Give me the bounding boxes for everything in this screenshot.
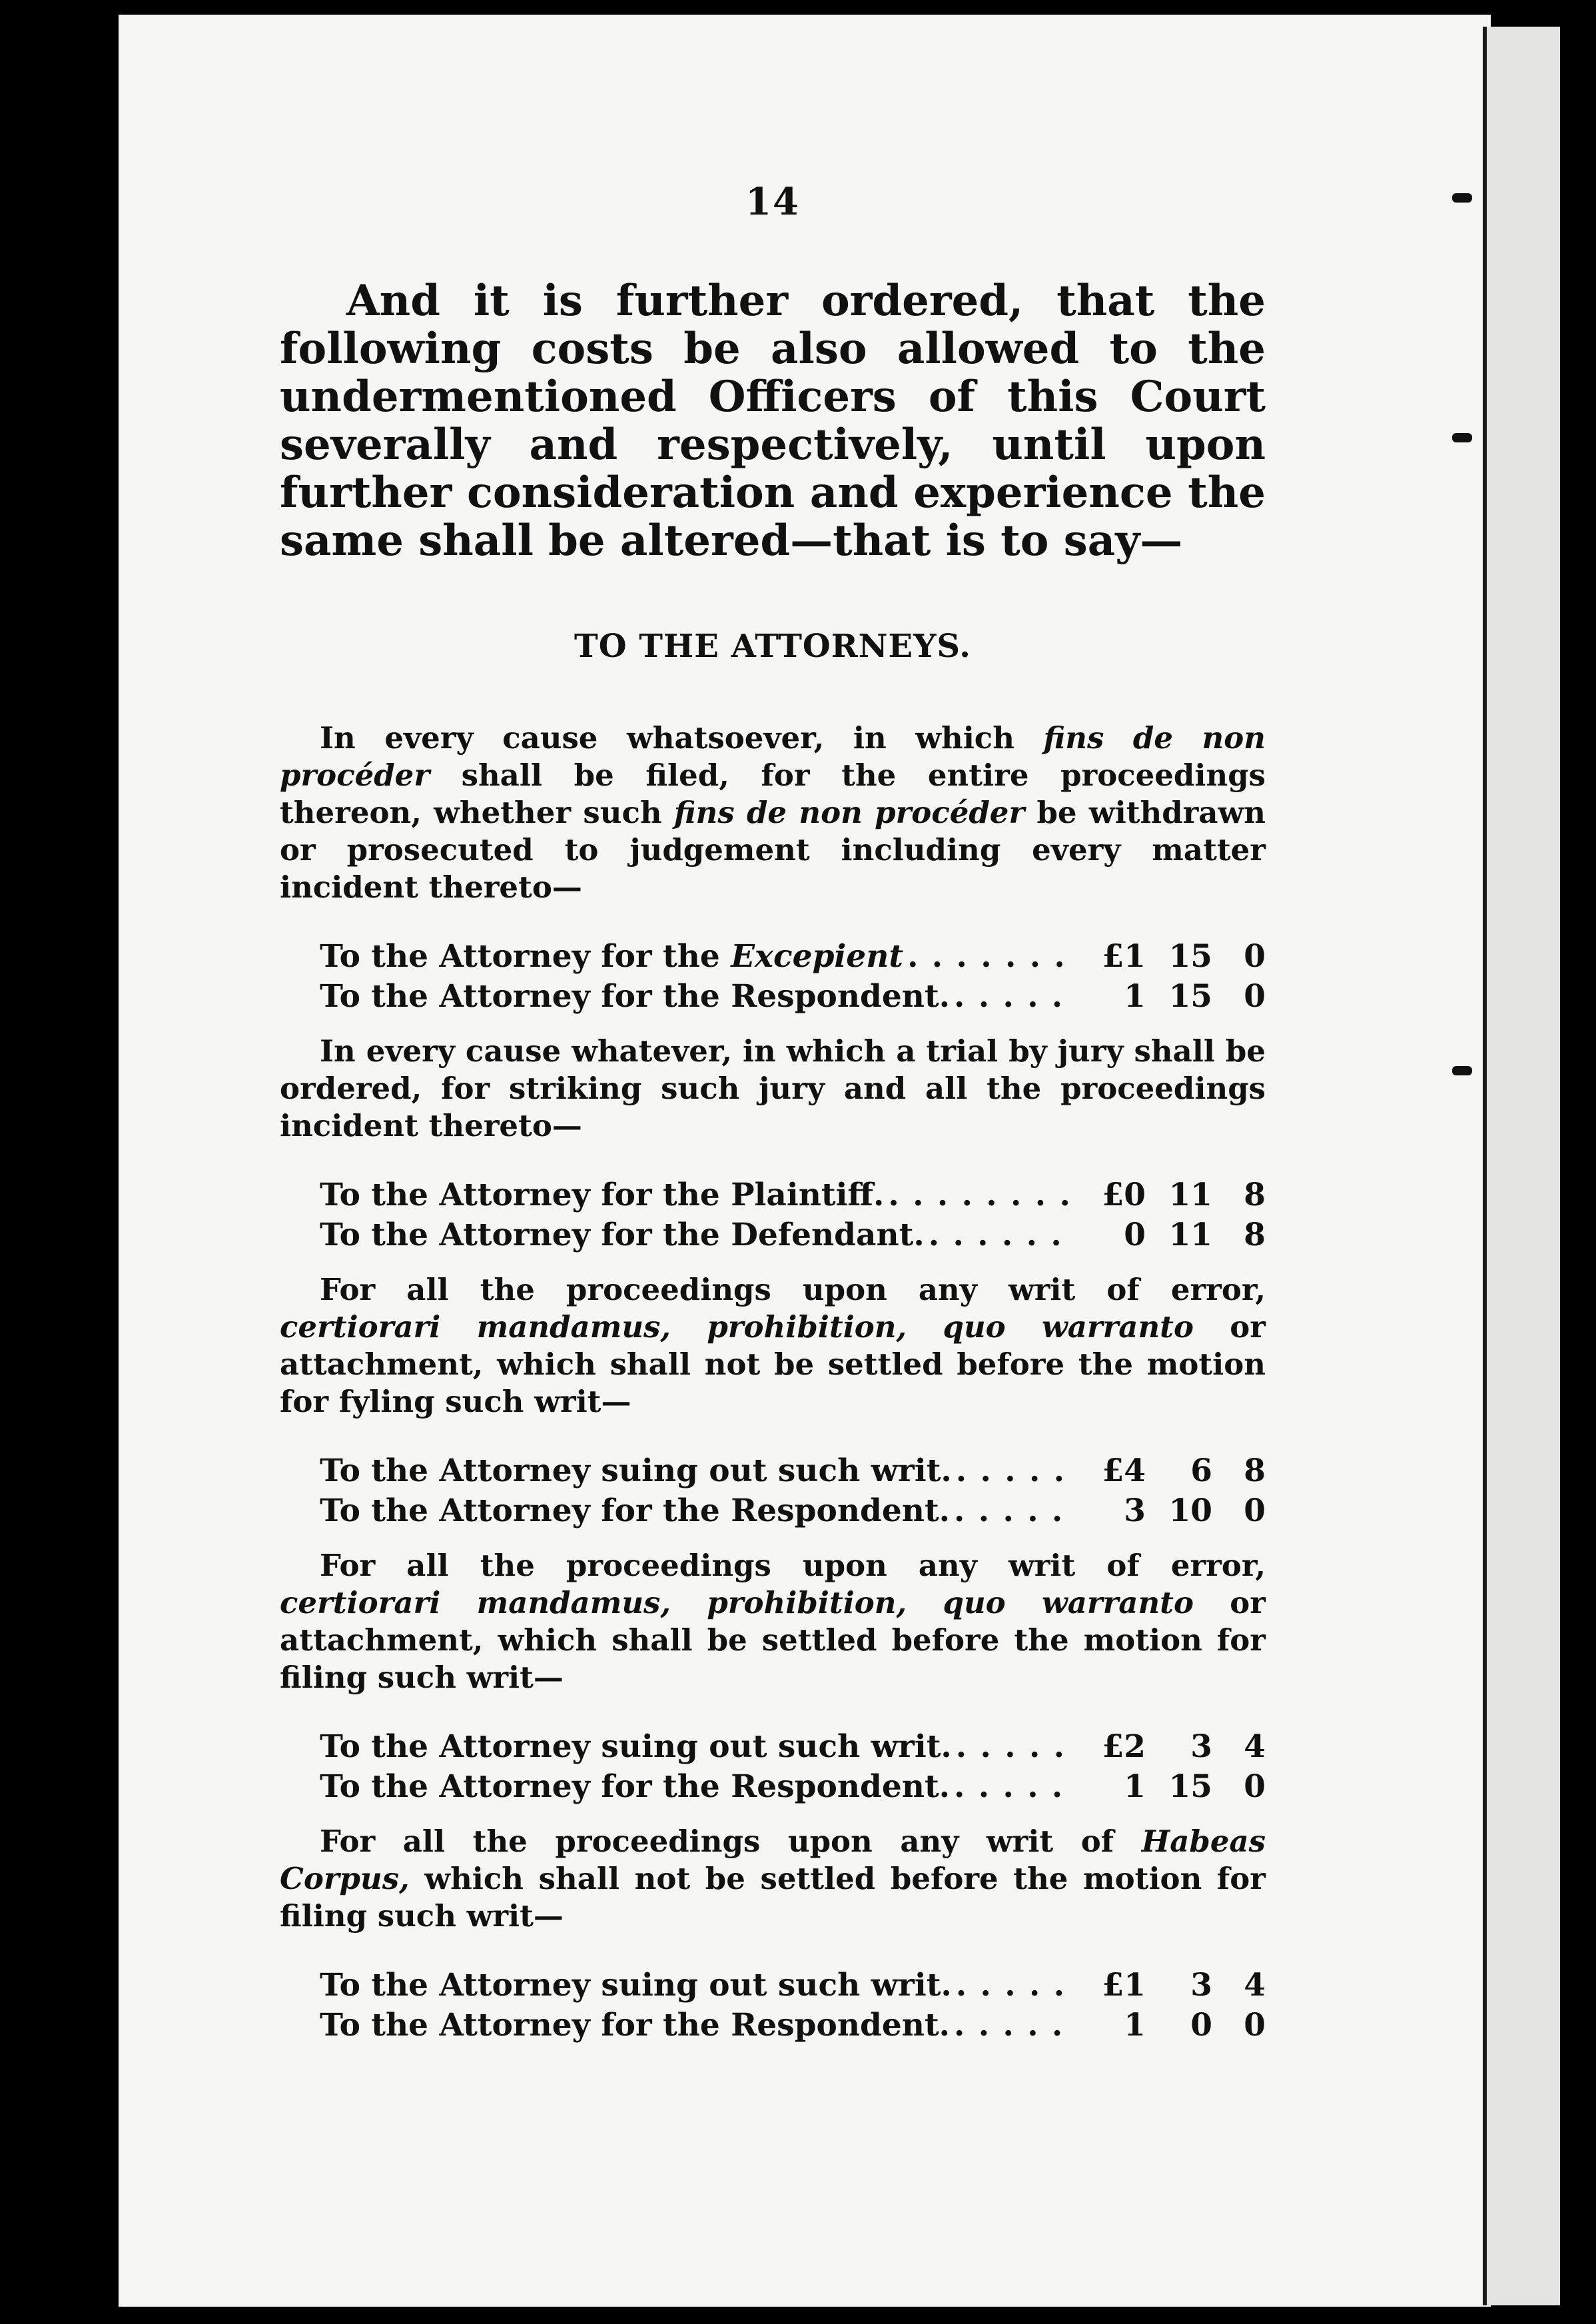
fee-amount: £4 6 8 [1102, 1452, 1266, 1489]
fee-row [280, 1727, 1266, 1767]
fee-recipient: To the Attorney suing out such writ. [320, 1452, 952, 1489]
fee-recipient: To the Attorney for the Excepient [320, 938, 904, 975]
fee-recipient: To the Attorney for the Plaintiff. [320, 1177, 885, 1213]
section-description: For all the proceedings upon any writ of error, certiorari mandamus, prohibition, quo warranto or attachment, which shall be settled before the motion for filing such writ— [280, 1548, 1266, 1695]
fee-row [280, 1491, 1266, 1531]
binding-thread-mark [1452, 433, 1472, 442]
fee-recipient: To the Attorney suing out such writ. [320, 1967, 952, 2004]
fee-row [280, 1451, 1266, 1491]
fee-recipient: To the Attorney for the Defendant. [320, 1217, 925, 1253]
fee-amount: £1 15 0 [1102, 938, 1266, 975]
fee-recipient: To the Attorney for the Respondent. [320, 1492, 951, 1529]
fee-amount: 0 11 8 [1124, 1217, 1266, 1253]
dot-leader [950, 1767, 1072, 1807]
binding-thread-mark [1452, 193, 1472, 203]
fee-recipient: To the Attorney suing out such writ. [320, 1728, 952, 1765]
fee-amount: 1 15 0 [1124, 1768, 1266, 1805]
fee-recipient: To the Attorney for the Respondent. [320, 2007, 951, 2043]
binding-thread-mark [1452, 1066, 1472, 1075]
section-description: For all the proceedings upon any writ of error, certiorari mandamus, prohibition, quo warranto or attachment, which shall not be settled before the motion for fyling such writ— [280, 1272, 1266, 1419]
fee-row [280, 2006, 1266, 2045]
fee-section [280, 1823, 1266, 2045]
dot-leader [884, 1175, 1072, 1215]
fee-amount: 1 0 0 [1124, 2007, 1266, 2043]
fee-section [280, 1033, 1266, 1255]
dot-leader [950, 2006, 1072, 2045]
fee-section [280, 720, 1266, 1017]
fee-recipient: To the Attorney for the Respondent. [320, 1768, 951, 1805]
fee-row [280, 1767, 1266, 1807]
fee-row [280, 937, 1266, 977]
fee-list [280, 1966, 1266, 2045]
fee-row [280, 1175, 1266, 1215]
dot-leader [952, 1966, 1072, 2006]
fee-row [280, 1215, 1266, 1255]
dot-leader [952, 1451, 1072, 1491]
dot-leader [950, 977, 1072, 1017]
fee-list [280, 937, 1266, 1017]
section-description: In every cause whatsoever, in which fins de non procéder shall be filed, for the entire proceedings thereon, whether such fins de non procéder be withdrawn or prosecuted to judgement including every matter incident thereto— [280, 720, 1266, 905]
fee-row [280, 977, 1266, 1017]
section-description: In every cause whatever, in which a trial by jury shall be ordered, for striking such jury and all the proceedings incident thereto— [280, 1033, 1266, 1143]
dot-leader [925, 1215, 1072, 1255]
fee-amount: £1 3 4 [1102, 1967, 1266, 2004]
fee-amount: £2 3 4 [1102, 1728, 1266, 1765]
fee-list [280, 1727, 1266, 1807]
intro-paragraph: And it is further ordered, that the following costs be also allowed to the undermentioned Officers of this Court severally and respectively, until upon further consideration and experience the same shall be altered—that is to say— [280, 276, 1266, 566]
fee-row [280, 1966, 1266, 2006]
section-description: For all the proceedings upon any writ of Habeas Corpus, which shall not be settled before the motion for filing such writ— [280, 1824, 1266, 1934]
fee-amount: £0 11 8 [1102, 1177, 1266, 1213]
fee-recipient: To the Attorney for the Respondent. [320, 978, 951, 1015]
fee-amount: 1 15 0 [1124, 978, 1266, 1015]
facing-page-edge [1483, 27, 1560, 2305]
dot-leader [903, 937, 1072, 977]
fee-list [280, 1175, 1266, 1255]
page-content [280, 180, 1266, 2061]
dot-leader [952, 1727, 1072, 1767]
fee-list [280, 1451, 1266, 1531]
fee-amount: 3 10 0 [1124, 1492, 1266, 1529]
fee-section [280, 1271, 1266, 1531]
dot-leader [950, 1491, 1072, 1531]
page-number: 14 [745, 180, 800, 224]
section-heading: TO THE ATTORNEYS. [574, 628, 972, 665]
fee-section [280, 1547, 1266, 1807]
